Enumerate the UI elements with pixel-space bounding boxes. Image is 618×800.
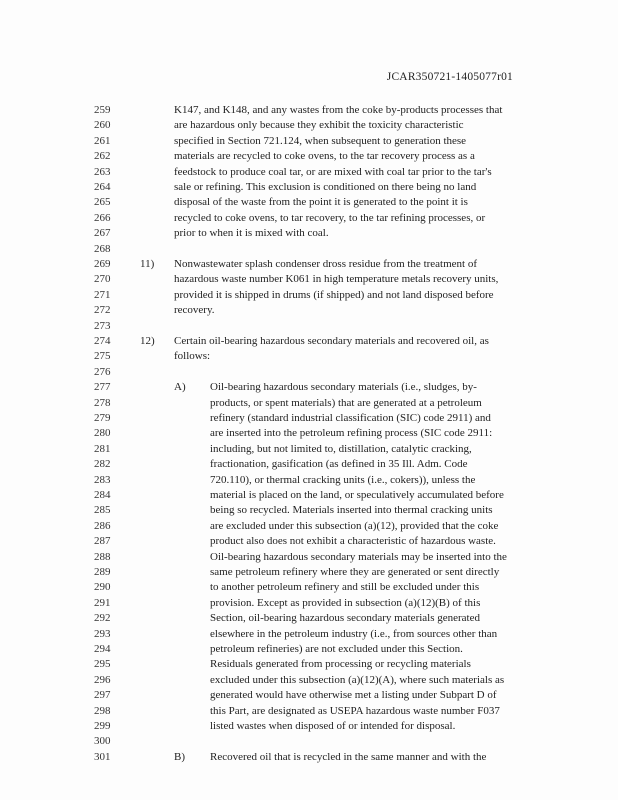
line-number: 265 bbox=[94, 196, 111, 209]
line-text: materials are recycled to coke ovens, to the tar recovery process as a bbox=[174, 150, 475, 163]
document-line bbox=[0, 657, 618, 672]
document-line bbox=[0, 519, 618, 534]
document-line bbox=[0, 580, 618, 595]
document-line bbox=[0, 226, 618, 241]
line-number: 266 bbox=[94, 211, 111, 224]
document-line bbox=[0, 426, 618, 441]
document-line bbox=[0, 750, 618, 765]
document-line bbox=[0, 195, 618, 210]
list-marker: B) bbox=[174, 750, 185, 763]
document-line bbox=[0, 457, 618, 472]
document-line bbox=[0, 149, 618, 164]
document-line bbox=[0, 319, 618, 334]
document-line bbox=[0, 165, 618, 180]
line-number: 268 bbox=[94, 242, 111, 255]
line-text: follows: bbox=[174, 350, 211, 363]
line-number: 301 bbox=[94, 750, 111, 763]
line-number: 262 bbox=[94, 150, 111, 163]
line-number: 286 bbox=[94, 519, 111, 532]
line-number: 267 bbox=[94, 227, 111, 240]
line-text: Recovered oil that is recycled in the same manner and with the bbox=[210, 750, 487, 763]
line-number: 277 bbox=[94, 381, 111, 394]
line-text: recovery. bbox=[174, 304, 215, 317]
line-text: prior to when it is mixed with coal. bbox=[174, 227, 329, 240]
document-line bbox=[0, 534, 618, 549]
line-text: Oil-bearing hazardous secondary materials (i.e., sludges, by- bbox=[210, 381, 477, 394]
document-line bbox=[0, 257, 618, 272]
line-text: Oil-bearing hazardous secondary materials may be inserted into the bbox=[210, 550, 507, 563]
document-line bbox=[0, 134, 618, 149]
document-line bbox=[0, 242, 618, 257]
document-line bbox=[0, 673, 618, 688]
line-number: 293 bbox=[94, 627, 111, 640]
line-text: product also does not exhibit a characteristic of hazardous waste. bbox=[210, 535, 496, 548]
document-line bbox=[0, 488, 618, 503]
line-number: 292 bbox=[94, 612, 111, 625]
line-text: feedstock to produce coal tar, or are mixed with coal tar prior to the tar's bbox=[174, 165, 492, 178]
line-text: provision. Except as provided in subsection (a)(12)(B) of this bbox=[210, 596, 481, 609]
line-text: listed wastes when disposed of or intended for disposal. bbox=[210, 720, 456, 732]
document-line bbox=[0, 334, 618, 349]
line-number: 263 bbox=[94, 165, 111, 178]
line-number: 284 bbox=[94, 489, 111, 501]
line-text: material is placed on the land, or speculatively accumulated before bbox=[210, 489, 504, 501]
line-number: 288 bbox=[94, 550, 111, 563]
line-number: 285 bbox=[94, 504, 111, 517]
line-text: Certain oil-bearing hazardous secondary materials and recovered oil, as bbox=[174, 335, 489, 347]
line-number: 276 bbox=[94, 365, 111, 378]
document-line bbox=[0, 734, 618, 749]
document-line bbox=[0, 380, 618, 395]
line-number: 259 bbox=[94, 104, 111, 116]
line-text: Residuals generated from processing or recycling materials bbox=[210, 658, 471, 671]
document-line bbox=[0, 118, 618, 133]
document-line bbox=[0, 396, 618, 411]
document-id-header: JCAR350721-1405077r01 bbox=[386, 71, 513, 83]
line-number: 291 bbox=[94, 596, 111, 609]
line-text: petroleum refineries) are not excluded under this Section. bbox=[210, 643, 463, 655]
line-text: recycled to coke ovens, to tar recovery, to the tar refining processes, or bbox=[174, 211, 486, 224]
line-number: 273 bbox=[94, 319, 111, 332]
line-number: 289 bbox=[94, 566, 111, 578]
list-marker: 12) bbox=[140, 335, 155, 347]
line-text: products, or spent materials) that are generated at a petroleum bbox=[210, 396, 482, 409]
line-text: excluded under this subsection (a)(12)(A), where such materials as bbox=[210, 673, 505, 686]
document-line bbox=[0, 473, 618, 488]
line-text: Section, oil-bearing hazardous secondary materials generated bbox=[210, 612, 480, 625]
line-number: 280 bbox=[94, 427, 111, 440]
document-line bbox=[0, 719, 618, 734]
line-number: 294 bbox=[94, 643, 111, 655]
line-number: 278 bbox=[94, 396, 111, 409]
document-line bbox=[0, 349, 618, 364]
document-line bbox=[0, 288, 618, 303]
document-line bbox=[0, 642, 618, 657]
document-line bbox=[0, 596, 618, 611]
document-line bbox=[0, 411, 618, 426]
document-line bbox=[0, 503, 618, 518]
line-number: 300 bbox=[94, 735, 111, 748]
line-text: to another petroleum refinery and still be excluded under this bbox=[210, 581, 480, 594]
document-line bbox=[0, 365, 618, 380]
line-text: generated would have otherwise met a listing under Subpart D of bbox=[210, 689, 497, 702]
line-text: Nonwastewater splash condenser dross residue from the treatment of bbox=[174, 258, 478, 270]
list-marker: A) bbox=[174, 381, 186, 394]
line-number: 272 bbox=[94, 304, 111, 317]
document-line bbox=[0, 550, 618, 565]
line-text: this Part, are designated as USEPA hazardous waste number F037 bbox=[210, 704, 500, 717]
document-line bbox=[0, 211, 618, 226]
line-number: 261 bbox=[94, 134, 111, 147]
line-text: being so recycled. Materials inserted into thermal cracking units bbox=[210, 504, 493, 517]
document-line bbox=[0, 704, 618, 719]
line-text: same petroleum refinery where they are generated or sent directly bbox=[210, 566, 500, 578]
line-text: including, but not limited to, distillation, catalytic cracking, bbox=[210, 442, 472, 455]
line-number: 287 bbox=[94, 535, 111, 548]
document-line bbox=[0, 688, 618, 703]
line-number: 298 bbox=[94, 704, 111, 717]
line-text: are excluded under this subsection (a)(12), provided that the coke bbox=[210, 519, 499, 532]
line-number: 275 bbox=[94, 350, 111, 363]
line-text: sale or refining. This exclusion is conditioned on there being no land bbox=[174, 181, 477, 193]
line-text: provided it is shipped in drums (if shipped) and not land disposed before bbox=[174, 288, 494, 301]
line-number: 281 bbox=[94, 442, 111, 455]
line-text: K147, and K148, and any wastes from the coke by-products processes that bbox=[174, 104, 503, 116]
document-line bbox=[0, 627, 618, 642]
line-number: 279 bbox=[94, 412, 111, 424]
line-number: 264 bbox=[94, 181, 111, 193]
line-number: 270 bbox=[94, 273, 111, 286]
line-text: elsewhere in the petroleum industry (i.e., from sources other than bbox=[210, 627, 498, 640]
line-text: hazardous waste number K061 in high temperature metals recovery units, bbox=[174, 273, 499, 286]
line-number: 274 bbox=[94, 335, 111, 347]
document-line bbox=[0, 611, 618, 626]
line-number: 297 bbox=[94, 689, 111, 702]
list-marker: 11) bbox=[140, 258, 155, 270]
document-line bbox=[0, 103, 618, 118]
document-line bbox=[0, 180, 618, 195]
line-text: are hazardous only because they exhibit the toxicity characteristic bbox=[174, 119, 464, 132]
document-line bbox=[0, 565, 618, 580]
line-number: 290 bbox=[94, 581, 111, 594]
line-text: are inserted into the petroleum refining process (SIC code 2911: bbox=[210, 427, 493, 440]
line-number: 283 bbox=[94, 473, 111, 486]
line-number: 299 bbox=[94, 720, 111, 732]
line-number: 282 bbox=[94, 458, 111, 471]
document-line bbox=[0, 272, 618, 287]
document-line bbox=[0, 442, 618, 457]
line-number: 269 bbox=[94, 258, 111, 270]
line-text: fractionation, gasification (as defined in 35 Ill. Adm. Code bbox=[210, 458, 468, 471]
line-text: disposal of the waste from the point it is generated to the point it is bbox=[174, 196, 468, 209]
line-text: refinery (standard industrial classification (SIC) code 2911) and bbox=[210, 412, 491, 424]
line-text: 720.110), or thermal cracking units (i.e., cokers)), unless the bbox=[210, 473, 476, 486]
line-text: specified in Section 721.124, when subsequent to generation these bbox=[174, 134, 467, 147]
document-line bbox=[0, 303, 618, 318]
line-number: 271 bbox=[94, 288, 111, 301]
line-number: 260 bbox=[94, 119, 111, 132]
line-number: 296 bbox=[94, 673, 111, 686]
line-number: 295 bbox=[94, 658, 111, 671]
